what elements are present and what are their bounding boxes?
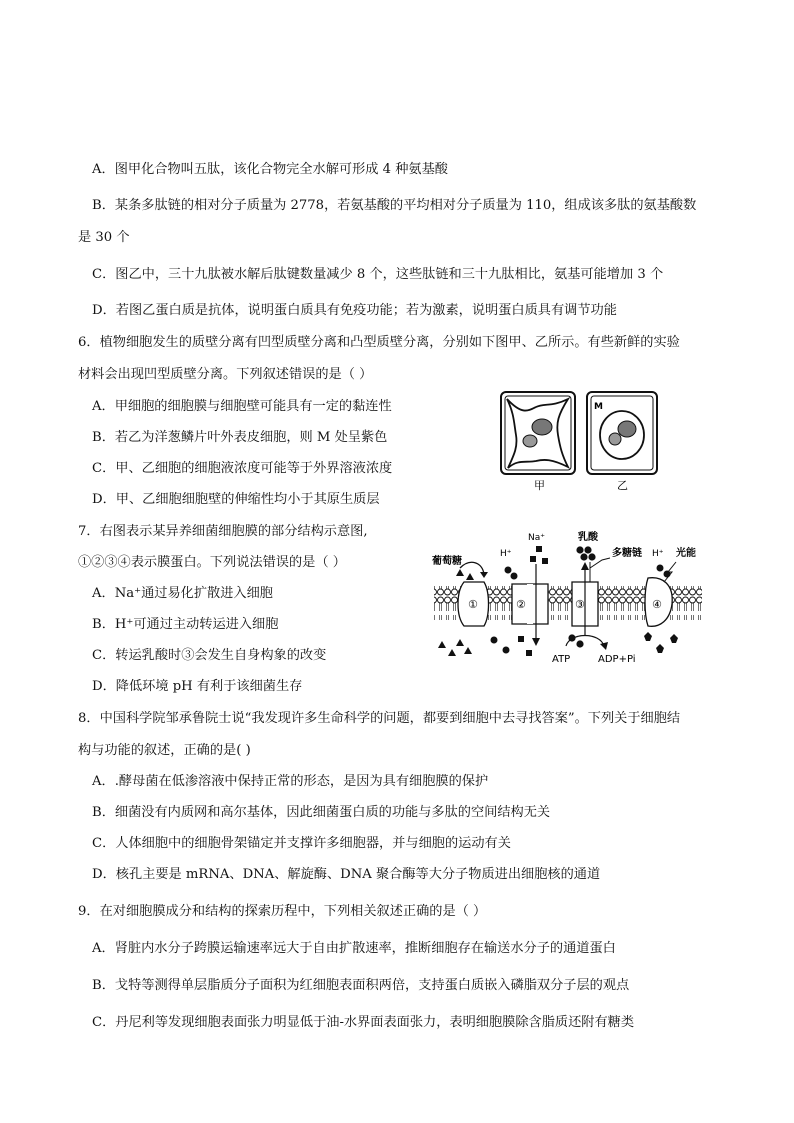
label-lactic-acid: 乳酸	[578, 532, 598, 543]
q6-option-a: A．甲细胞的细胞膜与细胞壁可能具有一定的黏连性	[92, 399, 392, 414]
q7-option-a: A．Na⁺通过易化扩散进入细胞	[92, 586, 273, 601]
q7-stem-line1: 7．右图表示某异养细菌细胞膜的部分结构示意图,	[78, 524, 368, 539]
q8-option-c: C．人体细胞中的细胞骨架锚定并支撑许多细胞器，并与细胞的运动有关	[92, 836, 511, 851]
q9-option-b: B．戈特等测得单层脂质分子面积为红细胞表面积两倍，支持蛋白质嵌入磷脂双分子层的观点	[92, 978, 630, 993]
membrane-figure	[430, 528, 706, 668]
q7-option-d: D．降低环境 pH 有利于该细菌生存	[92, 679, 303, 694]
label-adp-pi: ADP+Pi	[598, 654, 636, 665]
label-yi: 乙	[617, 479, 628, 492]
q5-option-b-line2: 是 30 个	[78, 230, 130, 245]
label-light: 光能	[676, 548, 696, 559]
q5-option-b-line1: B．某条多肽链的相对分子质量为 2778，若氨基酸的平均相对分子质量为 110，组成该多肽的氨基酸数	[92, 198, 697, 213]
label-jia: 甲	[534, 479, 545, 492]
q6-stem-line1: 6．植物细胞发生的质壁分离有凹型质壁分离和凸型质壁分离，分别如下图甲、乙所示。有些新鲜的实验	[78, 335, 680, 350]
label-glucose: 葡萄糖	[432, 556, 462, 567]
cell-jia	[501, 392, 575, 474]
label-polysaccharide: 多糖链	[612, 548, 642, 559]
label-atp: ATP	[552, 654, 571, 665]
q5-option-c: C．图乙中，三十九肽被水解后肽键数量减少 8 个，这些肽链和三十九肽相比，氨基可能增加 3 个	[92, 267, 664, 282]
q8-option-d: D．核孔主要是 mRNA、DNA、解旋酶、DNA 聚合酶等大分子物质进出细胞核的通道	[92, 867, 601, 882]
label-h-plus-1: H⁺	[500, 549, 512, 559]
q6-stem-line2: 材料会出现凹型质壁分离。下列叙述错误的是（ ）	[78, 367, 373, 382]
q7-stem-line2: ①②③④表示膜蛋白。下列说法错误的是（ ）	[78, 555, 346, 570]
q6-option-b: B．若乙为洋葱鳞片叶外表皮细胞，则 M 处呈紫色	[92, 430, 388, 445]
membrane-protein-1	[458, 582, 489, 626]
q5-option-d: D．若图乙蛋白质是抗体，说明蛋白质具有免疫功能；若为激素，说明蛋白质具有调节功能	[92, 303, 617, 318]
membrane-protein-2	[512, 584, 548, 624]
q9-option-a: A．肾脏内水分子跨膜运输速率远大于自由扩散速率，推断细胞存在输送水分子的通道蛋白	[92, 941, 616, 956]
label-h-plus-2: H⁺	[652, 549, 664, 559]
q7-option-b: B．H⁺可通过主动转运进入细胞	[92, 617, 279, 632]
label-na-plus: Na⁺	[528, 533, 545, 543]
svg-text:③: ③	[575, 598, 585, 611]
q9-stem: 9．在对细胞膜成分和结构的探索历程中，下列相关叙述正确的是（ ）	[78, 904, 487, 919]
svg-text:①: ①	[468, 598, 478, 611]
cell-yi	[587, 392, 657, 474]
q8-stem-line2: 构与功能的叙述，正确的是( )	[78, 743, 251, 758]
q7-option-c: C．转运乳酸时③会发生自身构象的改变	[92, 648, 327, 663]
q9-option-c: C．丹尼利等发现细胞表面张力明显低于油-水界面表面张力，表明细胞膜除含脂质还附有糖类	[92, 1015, 635, 1030]
q8-stem-line1: 8．中国科学院邹承鲁院士说“我发现许多生命科学的问题，都要到细胞中去寻找答案”。下列关于细胞结	[78, 711, 681, 726]
svg-text:④: ④	[652, 598, 662, 611]
svg-text:②: ②	[516, 598, 526, 611]
q6-option-c: C．甲、乙细胞的细胞液浓度可能等于外界溶液浓度	[92, 461, 393, 476]
plasmolysis-figure	[496, 389, 686, 495]
q8-option-a: A．.酵母菌在低渗溶液中保持正常的形态，是因为具有细胞膜的保护	[92, 774, 489, 789]
q5-option-a: A．图甲化合物叫五肽，该化合物完全水解可形成 4 种氨基酸	[92, 162, 448, 177]
label-m: M	[594, 402, 603, 412]
q6-option-d: D．甲、乙细胞细胞壁的伸缩性均小于其原生质层	[92, 492, 380, 507]
q8-option-b: B．细菌没有内质网和高尔基体，因此细菌蛋白质的功能与多肽的空间结构无关	[92, 805, 551, 820]
